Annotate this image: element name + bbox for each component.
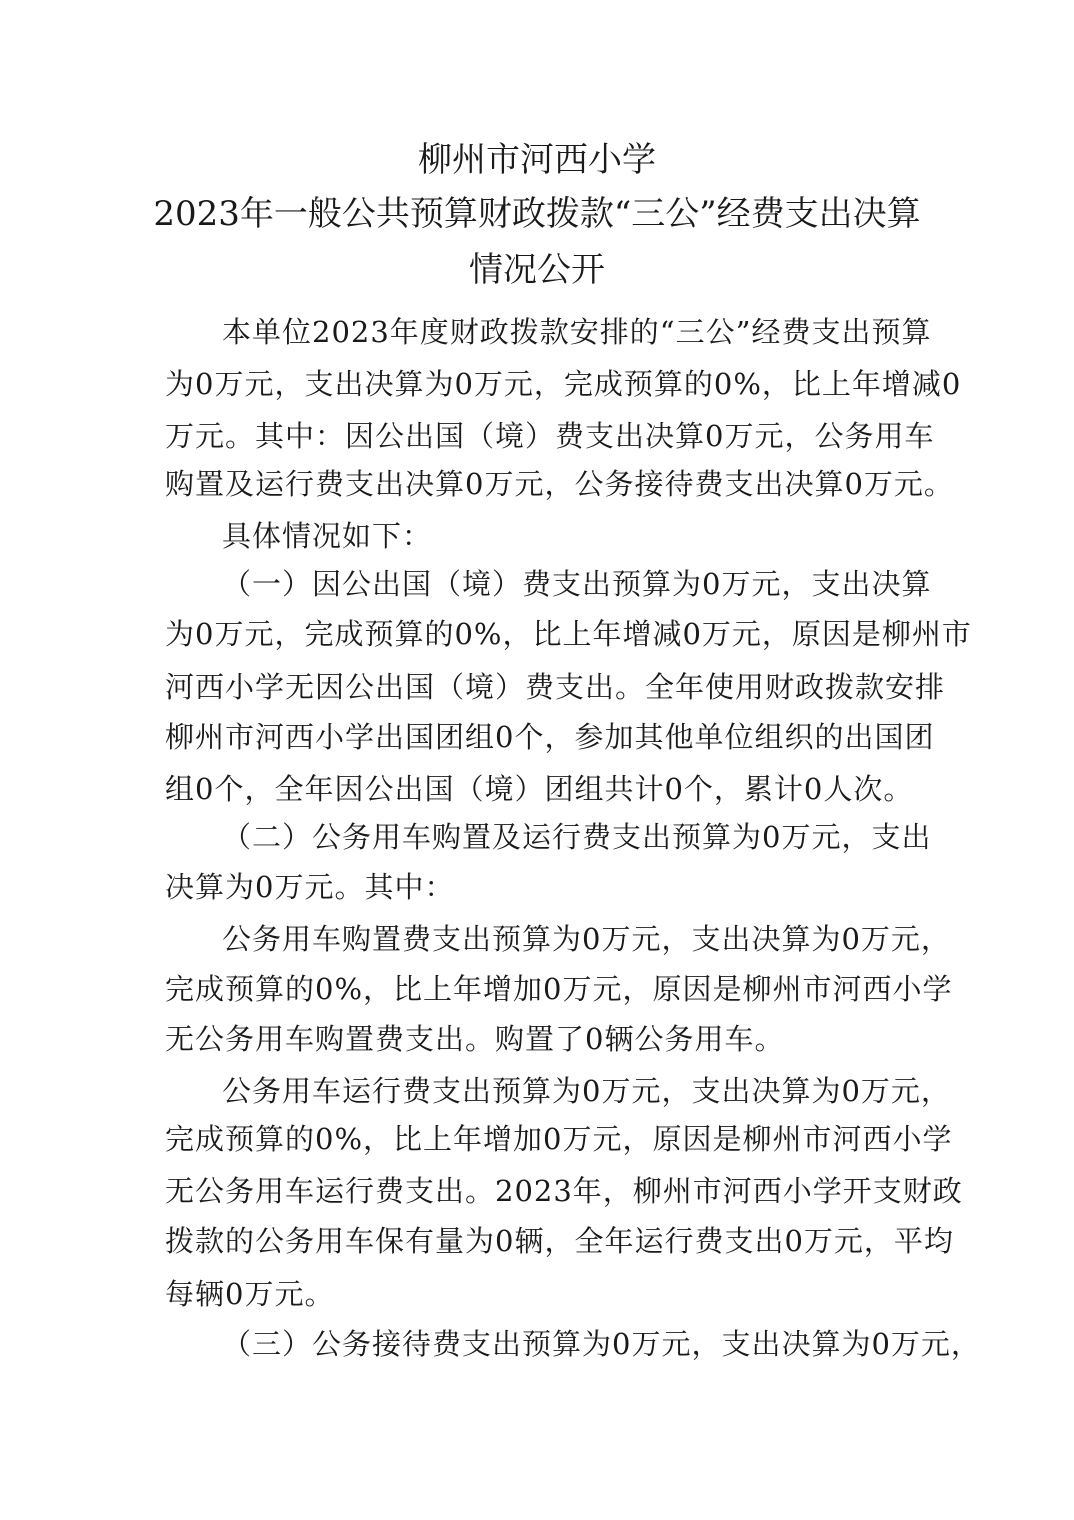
paragraph-line: 完成预算的0%，比上年增加0万元，原因是柳州市河西小学 — [165, 1122, 953, 1156]
paragraph-line: 柳州市河西小学出国团组0个，参加其他单位组织的出国团 — [165, 720, 935, 754]
title-main: 2023年一般公共预算财政拨款“三公”经费支出决算 — [153, 194, 921, 234]
paragraph-line: 公务用车购置费支出预算为0万元，支出决算为0万元， — [222, 922, 951, 956]
paragraph-line: 完成预算的0%，比上年增加0万元，原因是柳州市河西小学 — [165, 972, 953, 1006]
paragraph-line: 本单位2023年度财政拨款安排的“三公”经费支出预算 — [222, 315, 932, 349]
paragraph-line: 河西小学无因公出国（境）费支出。全年使用财政拨款安排 — [165, 670, 946, 704]
paragraph-line: 拨款的公务用车保有量为0辆，全年运行费支出0万元，平均 — [165, 1224, 954, 1258]
section-heading-line: （一）因公出国（境）费支出预算为0万元，支出决算 — [222, 567, 932, 601]
paragraph-line: 组0个，全年因公出国（境）团组共计0个，累计0人次。 — [165, 772, 914, 806]
paragraph-line: 无公务用车购置费支出。购置了0辆公务用车。 — [165, 1022, 785, 1056]
paragraph-line: 购置及运行费支出决算0万元，公务接待费支出决算0万元。 — [165, 467, 954, 501]
paragraph-line: 为0万元，完成预算的0%，比上年增减0万元，原因是柳州市 — [165, 617, 972, 651]
paragraph-line: 公务用车运行费支出预算为0万元，支出决算为0万元， — [222, 1074, 951, 1108]
paragraph-line: 具体情况如下： — [222, 519, 433, 553]
paragraph-line: 决算为0万元。其中： — [165, 870, 455, 904]
paragraph-line: 为0万元，支出决算为0万元，完成预算的0%，比上年增减0 — [165, 367, 962, 401]
paragraph-line: 每辆0万元。 — [165, 1277, 335, 1311]
paragraph-line: 万元。其中：因公出国（境）费支出决算0万元，公务用车 — [165, 419, 935, 453]
title-school-name: 柳州市河西小学 — [418, 140, 656, 180]
section-heading-line: （三）公务接待费支出预算为0万元，支出决算为0万元， — [222, 1327, 981, 1361]
paragraph-line: 无公务用车运行费支出。2023年，柳州市河西小学开支财政 — [165, 1174, 963, 1208]
title-sub: 情况公开 — [469, 250, 605, 290]
section-heading-line: （二）公务用车购置及运行费支出预算为0万元，支出 — [222, 820, 932, 854]
